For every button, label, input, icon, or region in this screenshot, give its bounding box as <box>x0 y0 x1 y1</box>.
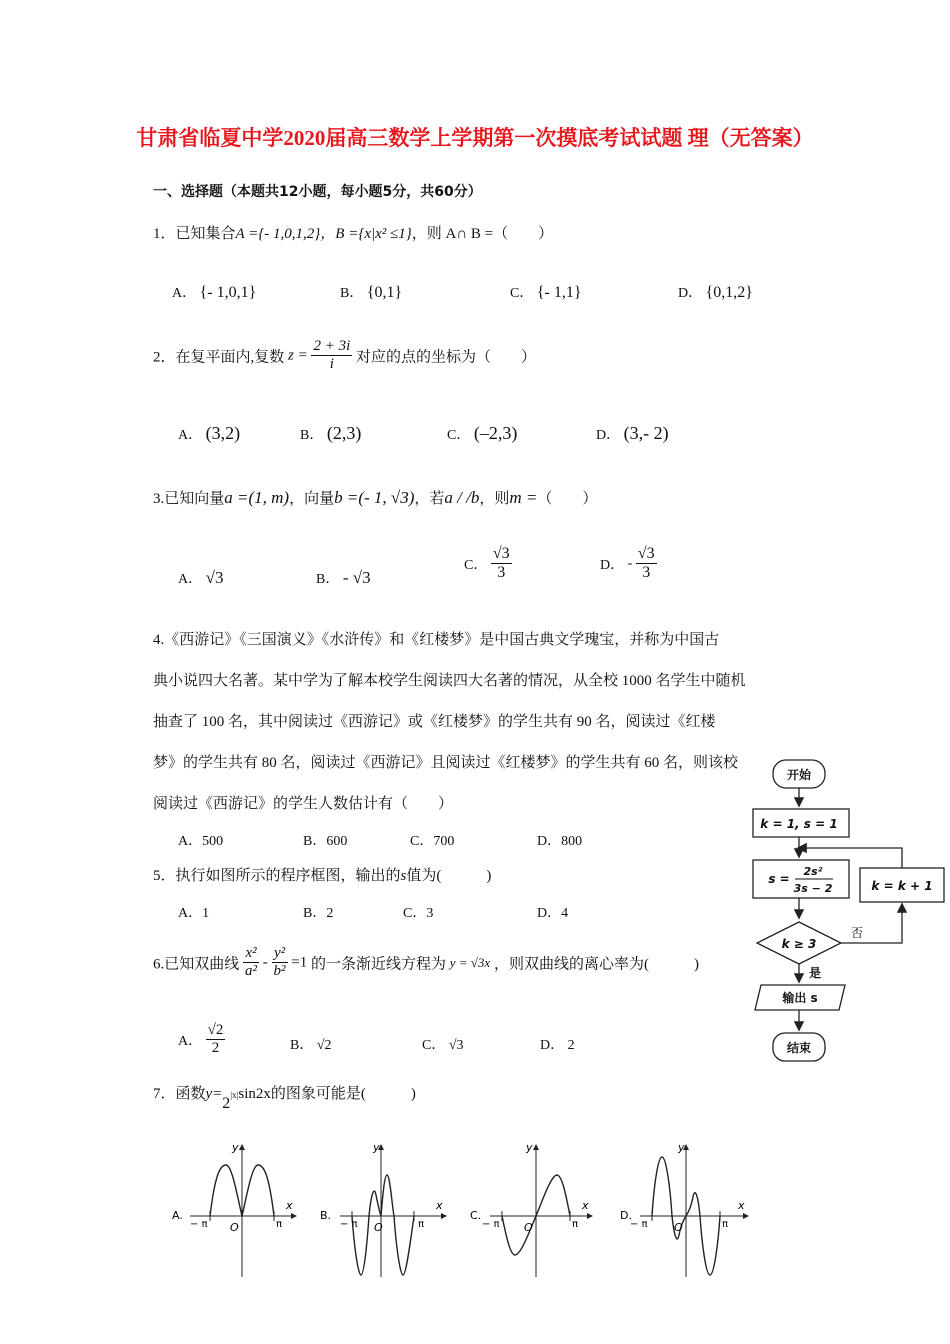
q4-line-4: 梦》的学生共有 80 名，阅读过《西游记》且阅读过《红楼梦》的学生共有 60 名，则该校 <box>153 755 739 771</box>
graph-c <box>470 1141 592 1277</box>
q2-suffix: 对应的点的坐标为（ ） <box>356 349 537 366</box>
q2-option-d: D． (3,- 2) <box>596 423 669 443</box>
q7-exp: |x| <box>230 1090 239 1100</box>
q7-suffix: 的图象可能是( ) <box>270 1086 416 1102</box>
question-1 <box>153 222 553 243</box>
q6-x-frac: $\frac{\text{x²}}{\text{a²}}$ <box>245 945 258 980</box>
q2-option-b: B． (2,3) <box>300 423 362 443</box>
graph-a-x: x <box>286 1199 293 1212</box>
q4-option-c: C．700 <box>410 834 455 849</box>
q1-prefix: 1．已知集合 <box>153 226 236 242</box>
graph-c-neg-pi: − π <box>482 1219 500 1230</box>
q6-asymptote: y = √3x <box>449 954 491 970</box>
flow-cond-label: k ≥ 3 <box>781 937 817 951</box>
q7-graphs <box>168 1135 768 1285</box>
q2-prefix: 2．在复平面内,复数 <box>153 349 285 366</box>
q6-option-d: D． 2 <box>540 1038 575 1053</box>
graph-b-neg-pi: − π <box>340 1219 358 1230</box>
graph-d-label: D. <box>620 1209 632 1222</box>
graph-a-neg-pi: − π <box>190 1219 208 1230</box>
graph-b-label: B. <box>320 1209 332 1222</box>
q5-option-c: C．3 <box>403 906 434 921</box>
q3-then: ，则 <box>479 491 510 507</box>
q3-option-a: A． √3 <box>178 568 224 587</box>
q4-option-d: D．800 <box>537 834 583 849</box>
graph-d-y: y <box>678 1141 685 1154</box>
graph-b-y: y <box>373 1141 380 1154</box>
q3-parallel: a / /b <box>444 488 480 507</box>
flow-no-label: 否 <box>850 926 864 940</box>
graph-d-o: O <box>674 1221 683 1234</box>
q2-fraction: $\frac{2 + 3i}{i}$ <box>313 338 351 373</box>
page-title: 甘肃省临夏中学2020届高三数学上学期第一次摸底考试试题 理（无答案） <box>136 126 814 150</box>
graph-b <box>320 1141 446 1277</box>
q4-line-2: 典小说四大名著。某中学为了解本校学生阅读四大名著的情况，从全校 1000 名学生中随机 <box>153 673 746 689</box>
q3-option-b: B． - √3 <box>316 568 371 587</box>
graph-d-x: x <box>738 1199 745 1212</box>
q3-vector-b: b =(- 1, √3) <box>334 488 415 507</box>
q6-suffix: ，则双曲线的离心率为( ) <box>493 956 699 973</box>
section-heading: 一、选择题（本题共12小题，每小题5分，共60分） <box>153 184 482 200</box>
graph-b-pi: π <box>418 1219 425 1230</box>
q3-option-d: D． - $\frac{√3}{3}$ <box>600 545 655 582</box>
q4-line-3: 抽查了 100 名，其中阅读过《西游记》或《红楼梦》的学生共有 90 名，阅读过《红楼 <box>153 714 716 730</box>
graph-c-label: C. <box>470 1209 482 1222</box>
q3-option-c: C． $\frac{√3}{3}$ <box>464 545 510 582</box>
q6-option-c: C． √3 <box>422 1038 464 1053</box>
graph-c-o: O <box>524 1221 533 1234</box>
q4-option-b: B．600 <box>303 834 348 849</box>
q5-text: 5．执行如图所示的程序框图，输出的 <box>153 868 401 884</box>
flowchart <box>745 755 945 1075</box>
q4-option-a: A．500 <box>178 834 224 849</box>
graph-b-o: O <box>374 1221 383 1234</box>
q3-vector-a: a =(1, m) <box>224 488 290 507</box>
flow-assign-lhs: s = <box>768 872 790 886</box>
q3-if: ，若 <box>414 491 445 507</box>
flow-assign-num: 2s² <box>803 865 823 878</box>
flow-init-label: k = 1, s = 1 <box>760 817 838 831</box>
q3-prefix: 3.已知向量 <box>153 491 225 507</box>
question-6 <box>153 945 699 981</box>
q6-minus: - <box>262 954 268 971</box>
q6-prefix: 6.已知双曲线 <box>153 956 240 973</box>
q6-y-frac: $\frac{\text{y²}}{\text{b²}}$ <box>273 945 286 980</box>
flow-update-label: k = k + 1 <box>871 879 933 893</box>
q7-prefix: 7．函数 <box>153 1086 206 1102</box>
graph-c-pi: π <box>572 1219 579 1230</box>
q2-option-a: A． (3,2) <box>178 423 241 443</box>
q5-var: s <box>400 868 407 884</box>
q1-option-c: C． {- 1,1} <box>510 284 582 301</box>
q3-mid: ，向量 <box>289 491 335 507</box>
q1-set-b: B ={x|x² ≤1} <box>335 226 412 242</box>
graph-b-x: x <box>436 1199 443 1212</box>
graph-a <box>172 1141 296 1277</box>
q5-option-b: B．2 <box>303 906 334 921</box>
question-5 <box>153 864 491 885</box>
graph-a-label: A. <box>172 1209 183 1222</box>
graph-c-y: y <box>526 1141 533 1154</box>
flow-output-label: 输出 s <box>782 991 818 1005</box>
q6-option-a: A． $\frac{√2}{2}$ <box>178 1022 224 1057</box>
q6-eq1: =1 <box>291 954 308 971</box>
q6-mid: 的一条渐近线方程为 <box>310 956 446 973</box>
q2-option-c: C． (–2,3) <box>447 423 518 443</box>
flow-end-label: 结束 <box>786 1041 812 1055</box>
q1-option-b: B． {0,1} <box>340 284 403 301</box>
q5-option-d: D．4 <box>537 906 569 921</box>
graph-c-x: x <box>582 1199 589 1212</box>
graph-a-pi: π <box>276 1219 283 1230</box>
q1-set-a: A ={- 1,0,1,2}， <box>235 226 336 242</box>
flow-start-label: 开始 <box>786 768 812 782</box>
flow-yes-label: 是 <box>808 966 822 980</box>
flow-assign-den: 3s − 2 <box>793 882 833 895</box>
q7-func: sin2x <box>238 1086 271 1102</box>
graph-d-neg-pi: − π <box>630 1219 648 1230</box>
q5-suffix: 值为( ) <box>406 868 492 884</box>
q4-line-1: 4.《西游记》《三国演义》《水浒传》和《红楼梦》是中国古典文学瑰宝，并称为中国古 <box>153 632 720 648</box>
q3-m: m = <box>509 488 538 507</box>
q1-option-a: A． {- 1,0,1} <box>172 284 257 301</box>
question-2 <box>153 338 536 374</box>
q3-suffix: （ ） <box>537 491 598 507</box>
q5-option-a: A．1 <box>178 906 210 921</box>
q7-y: y= <box>205 1086 223 1102</box>
graph-a-o: O <box>230 1221 239 1234</box>
question-3 <box>153 487 597 508</box>
graph-d <box>620 1141 748 1277</box>
graph-a-y: y <box>232 1141 239 1154</box>
q1-ask: ，则 A∩ B =（ ） <box>411 226 554 242</box>
q6-option-b: B． √2 <box>290 1038 332 1053</box>
q4-line-5: 阅读过《西游记》的学生人数估计有（ ） <box>153 796 454 812</box>
q7-base: 2 <box>222 1095 231 1112</box>
q2-z: z = <box>288 347 308 364</box>
graph-d-pi: π <box>722 1219 729 1230</box>
question-7 <box>153 1082 416 1112</box>
q1-option-d: D． {0,1,2} <box>678 284 753 301</box>
